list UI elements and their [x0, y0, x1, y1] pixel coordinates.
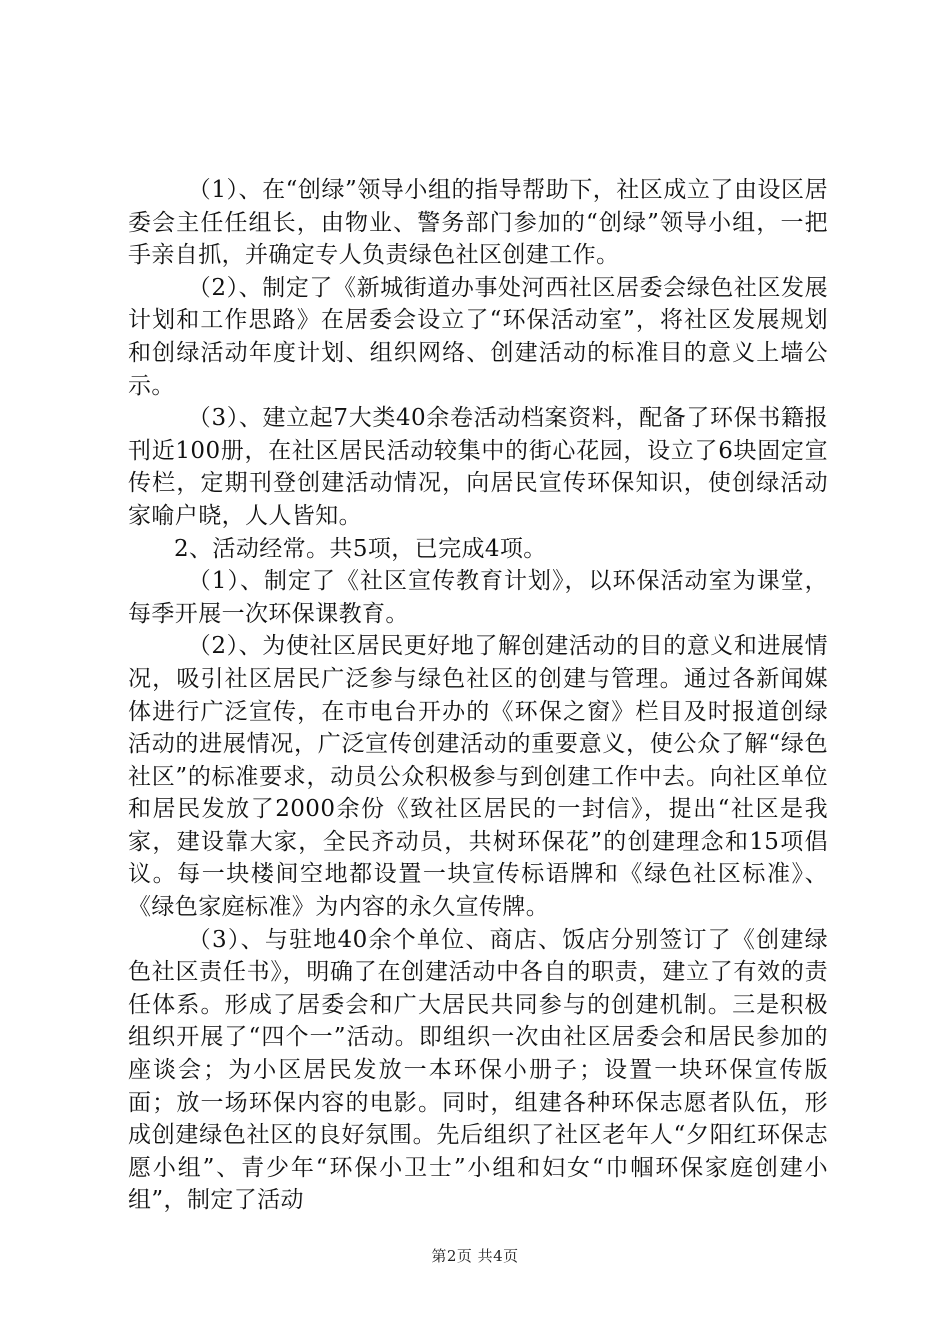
paragraph-4: 2、活动经常。共5项，已完成4项。: [174, 535, 547, 562]
document-body: [128, 174, 828, 1217]
paragraph-6: （2）、为使社区居民更好地了解创建活动的目的意义和进展情况，吸引社区居民广泛参与绿色社区的创建与管理。通过各新闻媒体进行广泛宣传，在市电台开办的《环保之窗》栏目及时报道创绿活动的进展情况，广泛宣传创建活动的重要意义，使公众了解“绿色社区”的标准要求，动员公众积极参与到创建工作中去。向社区单位和居民发放了2000余份《致社区居民的一封信》，提出“社区是我家，建设靠大家，全民齐动员，共树环保花”的创建理念和15项倡议。每一块楼间空地都设置一块宣传标语牌和《绿色社区标准》、《绿色家庭标准》为内容的永久宣传牌。: [128, 633, 828, 921]
paragraph-3: （3）、建立起7大类40余卷活动档案资料，配备了环保书籍报刊近100册，在社区居民活动较集中的街心花园，设立了6块固定宣传栏，定期刊登创建活动情况，向居民宣传环保知识，使创绿活动家喻户晓，人人皆知。: [128, 405, 828, 529]
page-footer: 第2页 共4页: [431, 1247, 519, 1265]
paragraph-5: （1）、制定了《社区宣传教育计划》，以环保活动室为课堂，每季开展一次环保课教育。: [128, 568, 828, 627]
paragraph-2: （2）、制定了《新城街道办事处河西社区居委会绿色社区发展计划和工作思路》在居委会设立了“环保活动室”，将社区发展规划和创绿活动年度计划、组织网络、创建活动的标准目的意义上墙公示。: [128, 274, 828, 399]
paragraph-7: （3）、与驻地40余个单位、商店、饭店分别签订了《创建绿色社区责任书》，明确了在创建活动中各自的职责，建立了有效的责任体系。形成了居委会和广大居民共同参与的创建机制。三是积极组织开展了“四个一”活动。即组织一次由社区居委会和居民参加的座谈会；为小区居民发放一本环保小册子；设置一块环保宣传版面；放一场环保内容的电影。同时，组建各种环保志愿者队伍，形成创建绿色社区的良好氛围。先后组织了社区老年人“夕阳红环保志愿小组”、青少年“环保小卫士”小组和妇女“巾帼环保家庭创建小组”，制定了活动: [128, 926, 828, 1214]
paragraph-1: （1）、在“创绿”领导小组的指导帮助下，社区成立了由设区居委会主任任组长，由物业、警务部门参加的“创绿”领导小组，一把手亲自抓，并确定专人负责绿色社区创建工作。: [128, 177, 828, 269]
